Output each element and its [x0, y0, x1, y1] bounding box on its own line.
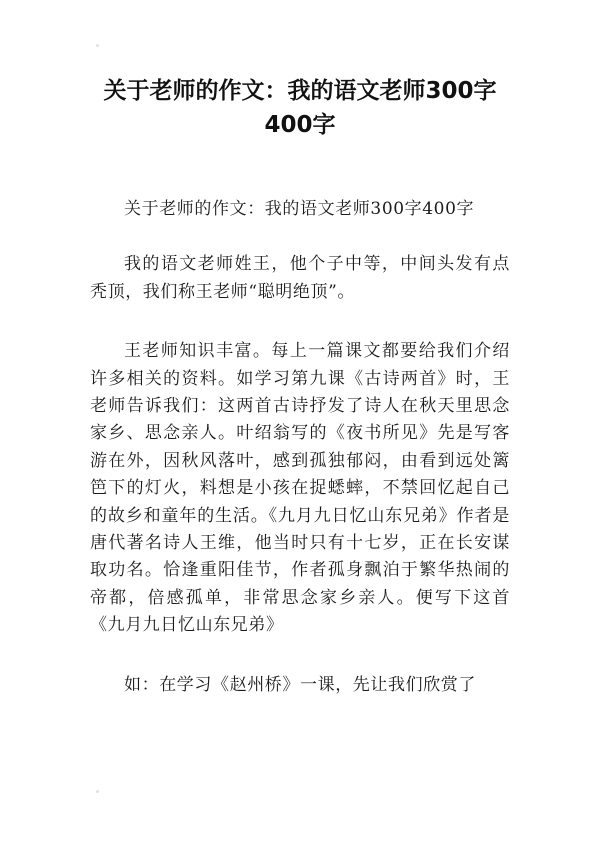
article-body [90, 196, 510, 731]
scan-dot [96, 790, 99, 793]
page-title: 关于老师的作文：我的语文老师300字400字 [103, 78, 497, 138]
paragraph-example: 如：在学习《赵州桥》一课，先让我们欣赏了 [124, 674, 476, 695]
scan-dot [96, 44, 99, 47]
paragraph-intro: 我的语文老师姓王，他个子中等，中间头发有点秃顶，我们称王老师“聪明绝顶”。 [90, 254, 510, 302]
paragraph-subtitle: 关于老师的作文：我的语文老师300字400字 [124, 199, 475, 219]
paragraph-knowledge: 王老师知识丰富。每上一篇课文都要给我们介绍许多相关的资料。如学习第九课《古诗两首》时，王老师告诉我们：这两首古诗抒发了诗人在秋天里思念家乡、思念亲人。叶绍翁写的《夜书所见》先是写客游在外，因秋风落叶，感到孤独郁闷，由看到远处篱笆下的灯火，料想是小孩在捉蟋蟀，不禁回忆起自己的故乡和童年的生活。《九月九日忆山东兄弟》作者是唐代著名诗人王维，他当时只有十七岁，正在长安谋取功名。恰逢重阳佳节，作者孤身飘泊于繁华热闹的帝都，倍感孤单，非常思念家乡亲人。便写下这首《九月九日忆山东兄弟》 [90, 341, 510, 636]
